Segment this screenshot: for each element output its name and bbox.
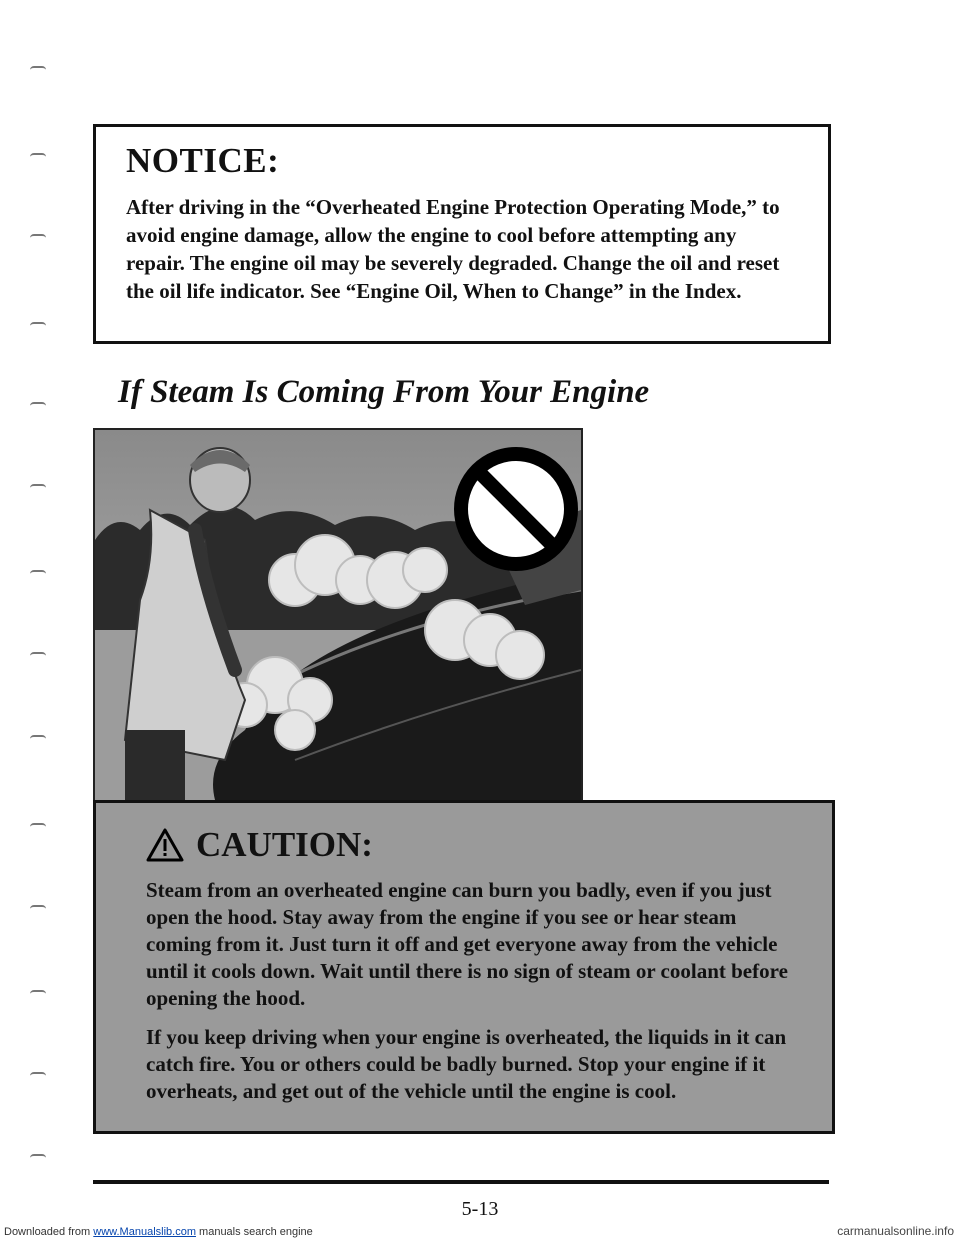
watermark-carmanuals: carmanualsonline.info bbox=[837, 1224, 954, 1238]
caution-paragraph-2: If you keep driving when your engine is overheated, the liquids in it can catch fire. You or others could be badly burned. Stop your engine if it overheats, and get out of the vehicle until the engine is cool. bbox=[146, 1025, 787, 1103]
warning-triangle-icon bbox=[146, 828, 184, 862]
binding-tick bbox=[30, 570, 46, 574]
binding-tick bbox=[30, 1072, 46, 1076]
binding-tick bbox=[30, 652, 46, 656]
notice-body: After driving in the “Overheated Engine Protection Operating Mode,” to avoid engine damage, allow the engine to cool before attempting any repair. The engine oil may be severely degraded. Change the oil and reset the oil life indicator. See “Engine Oil, When to Change” in the Index. bbox=[126, 195, 780, 303]
binding-tick bbox=[30, 735, 46, 739]
binding-tick bbox=[30, 905, 46, 909]
binding-tick bbox=[30, 823, 46, 827]
binding-tick bbox=[30, 322, 46, 326]
manualslib-link[interactable]: www.Manualslib.com bbox=[93, 1226, 196, 1238]
caution-title: CAUTION: bbox=[196, 825, 373, 864]
caution-heading bbox=[146, 825, 792, 865]
footer-rule bbox=[93, 1180, 829, 1184]
binding-tick bbox=[30, 234, 46, 238]
caution-box bbox=[93, 800, 835, 1134]
binding-tick bbox=[30, 153, 46, 157]
steam-engine-illustration bbox=[93, 428, 583, 802]
page-number: 5-13 bbox=[461, 1198, 499, 1220]
prohibition-icon bbox=[451, 444, 581, 574]
binding-tick bbox=[30, 990, 46, 994]
watermark-prefix: Downloaded from bbox=[4, 1226, 94, 1238]
notice-title: NOTICE: bbox=[126, 141, 280, 180]
notice-box bbox=[93, 124, 831, 344]
binding-tick bbox=[30, 402, 46, 406]
watermark-manualslib bbox=[4, 1226, 313, 1238]
watermark-suffix: manuals search engine bbox=[195, 1226, 313, 1238]
binding-tick bbox=[30, 484, 46, 488]
binding-tick bbox=[30, 1154, 46, 1158]
section-heading: If Steam Is Coming From Your Engine bbox=[118, 374, 650, 410]
binding-tick bbox=[30, 66, 46, 70]
caution-paragraph-1: Steam from an overheated engine can burn you badly, even if you just open the hood. Stay away from the engine if you see or hear steam coming from it. Just turn it off and get everyone away from the vehicle until it cools down. Wait until there is no sign of steam or coolant before opening the hood. bbox=[146, 878, 788, 1010]
